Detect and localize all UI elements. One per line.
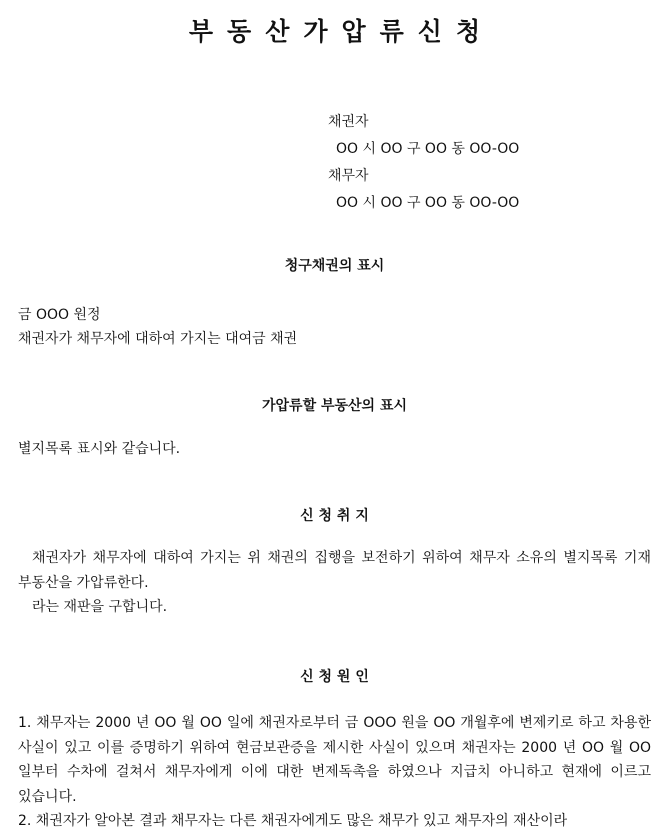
purpose-closing: 라는 재판을 구합니다. xyxy=(32,599,168,615)
creditor-address: OO 시 OO 구 OO 동 OO-OO xyxy=(336,141,520,157)
purpose-heading: 신 청 취 지 xyxy=(300,508,369,524)
purpose-body: 채권자가 채무자에 대하여 가지는 위 채권의 집행을 보전하기 위하여 채무자 소유의 별지목록 기재 부동산을 가압류한다. xyxy=(18,550,651,591)
claim-description: 채권자가 채무자에 대하여 가지는 대여금 채권 xyxy=(18,331,298,347)
reason-item-1: 1. 채무자는 2000 년 OO 월 OO 일에 채권자로부터 금 OOO 원을 OO 개월후에 변제키로 하고 차용한 사실이 있고 이를 증명하기 위하여 현금보관증을 제시한 사실이 있으며 채권자는 2000 년 OO 월 OO 일부터 수차에 걸쳐서 채무자에게 이에 대한 변제독촉을 하였으나 지급치 아니하고 현재에 이르고 있습니다. xyxy=(18,715,651,805)
property-text: 별지목록 표시와 같습니다. xyxy=(18,441,181,457)
debtor-address: OO 시 OO 구 OO 동 OO-OO xyxy=(336,195,520,211)
claim-amount: 금 OOO 원정 xyxy=(18,307,101,323)
property-heading: 가압류할 부동산의 표시 xyxy=(262,398,407,414)
purpose-paragraph xyxy=(18,546,651,620)
reason-item-2: 2. 채권자가 알아본 결과 채무자는 다른 채권자에게도 많은 채무가 있고 채무자의 재산이라 xyxy=(18,813,568,829)
reason-heading: 신 청 원 인 xyxy=(300,669,369,685)
claim-heading: 청구채권의 표시 xyxy=(284,258,385,274)
debtor-label: 채무자 xyxy=(328,168,369,184)
reason-paragraph xyxy=(18,711,651,834)
document-title: 부동산가압류신청 xyxy=(188,17,495,46)
creditor-label: 채권자 xyxy=(328,114,369,130)
